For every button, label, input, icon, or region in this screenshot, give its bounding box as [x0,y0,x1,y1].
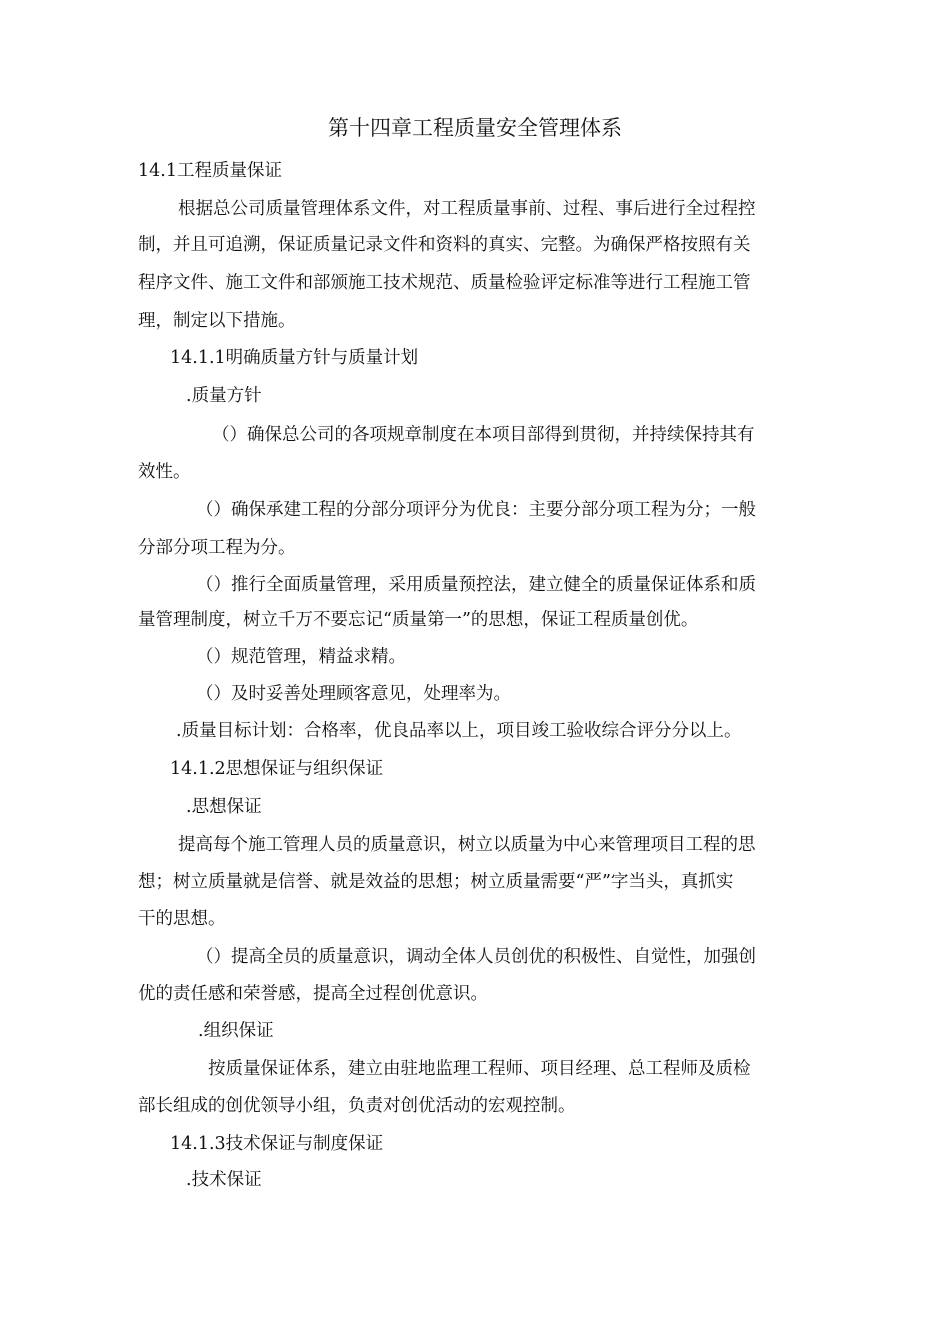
item-heading: .思想保证 [186,797,262,817]
paragraph-line: （）提高全员的质量意识，调动全体人员创优的积极性、自觉性，加强创 [196,947,756,967]
paragraph-line: 量管理制度，树立千万不要忘记“质量第一”的思想，保证工程质量创优。 [138,610,699,630]
paragraph-line: 优的责任感和荣誉感，提高全过程创优意识。 [138,984,488,1004]
paragraph-line: 想；树立质量就是信誉、就是效益的思想；树立质量需要“严”字当头，真抓实 [138,872,734,892]
paragraph-line: （）确保总公司的各项规章制度在本项目部得到贯彻，并持续保持其有 [212,425,755,445]
paragraph-line: 按质量保证体系，建立由驻地监理工程师、项目经理、总工程师及质检 [208,1059,751,1079]
subsection-heading: 14.1.3技术保证与制度保证 [170,1134,384,1154]
paragraph-line: 制，并且可追溯，保证质量记录文件和资料的真实、完整。为确保严格按照有关 [138,235,751,255]
item-heading: .组织保证 [198,1021,274,1041]
paragraph-line: （）推行全面质量管理，采用质量预控法，建立健全的质量保证体系和质 [196,575,756,595]
page-title: 第十四章工程质量安全管理体系 [328,116,622,140]
item-heading: .质量方针 [186,386,262,406]
paragraph-line: （）及时妥善处理顾客意见，处理率为。 [196,684,511,704]
subsection-heading: 14.1.1明确质量方针与质量计划 [170,348,419,368]
paragraph-line: （）确保承建工程的分部分项评分为优良：主要分部分项工程为分；一般 [196,500,756,520]
paragraph-line: 干的思想。 [138,909,226,929]
subsection-heading: 14.1.2思想保证与组织保证 [170,759,384,779]
paragraph-line: 分部分项工程为分。 [138,538,296,558]
item-heading: .技术保证 [186,1170,262,1190]
paragraph-line: 根据总公司质量管理体系文件，对工程质量事前、过程、事后进行全过程控 [178,199,756,219]
paragraph-line: 效性。 [138,462,191,482]
section-heading: 14.1工程质量保证 [138,161,282,181]
paragraph-line: 提高每个施工管理人员的质量意识，树立以质量为中心来管理项目工程的思 [178,835,756,855]
paragraph-line: 部长组成的创优领导小组，负责对创优活动的宏观控制。 [138,1096,576,1116]
paragraph-line: .质量目标计划：合格率，优良品率以上，项目竣工验收综合评分分以上。 [176,721,742,741]
paragraph-line: 程序文件、施工文件和部颁施工技术规范、质量检验评定标准等进行工程施工管 [138,273,751,293]
paragraph-line: 理，制定以下措施。 [138,311,296,331]
paragraph-line: （）规范管理，精益求精。 [196,647,406,667]
